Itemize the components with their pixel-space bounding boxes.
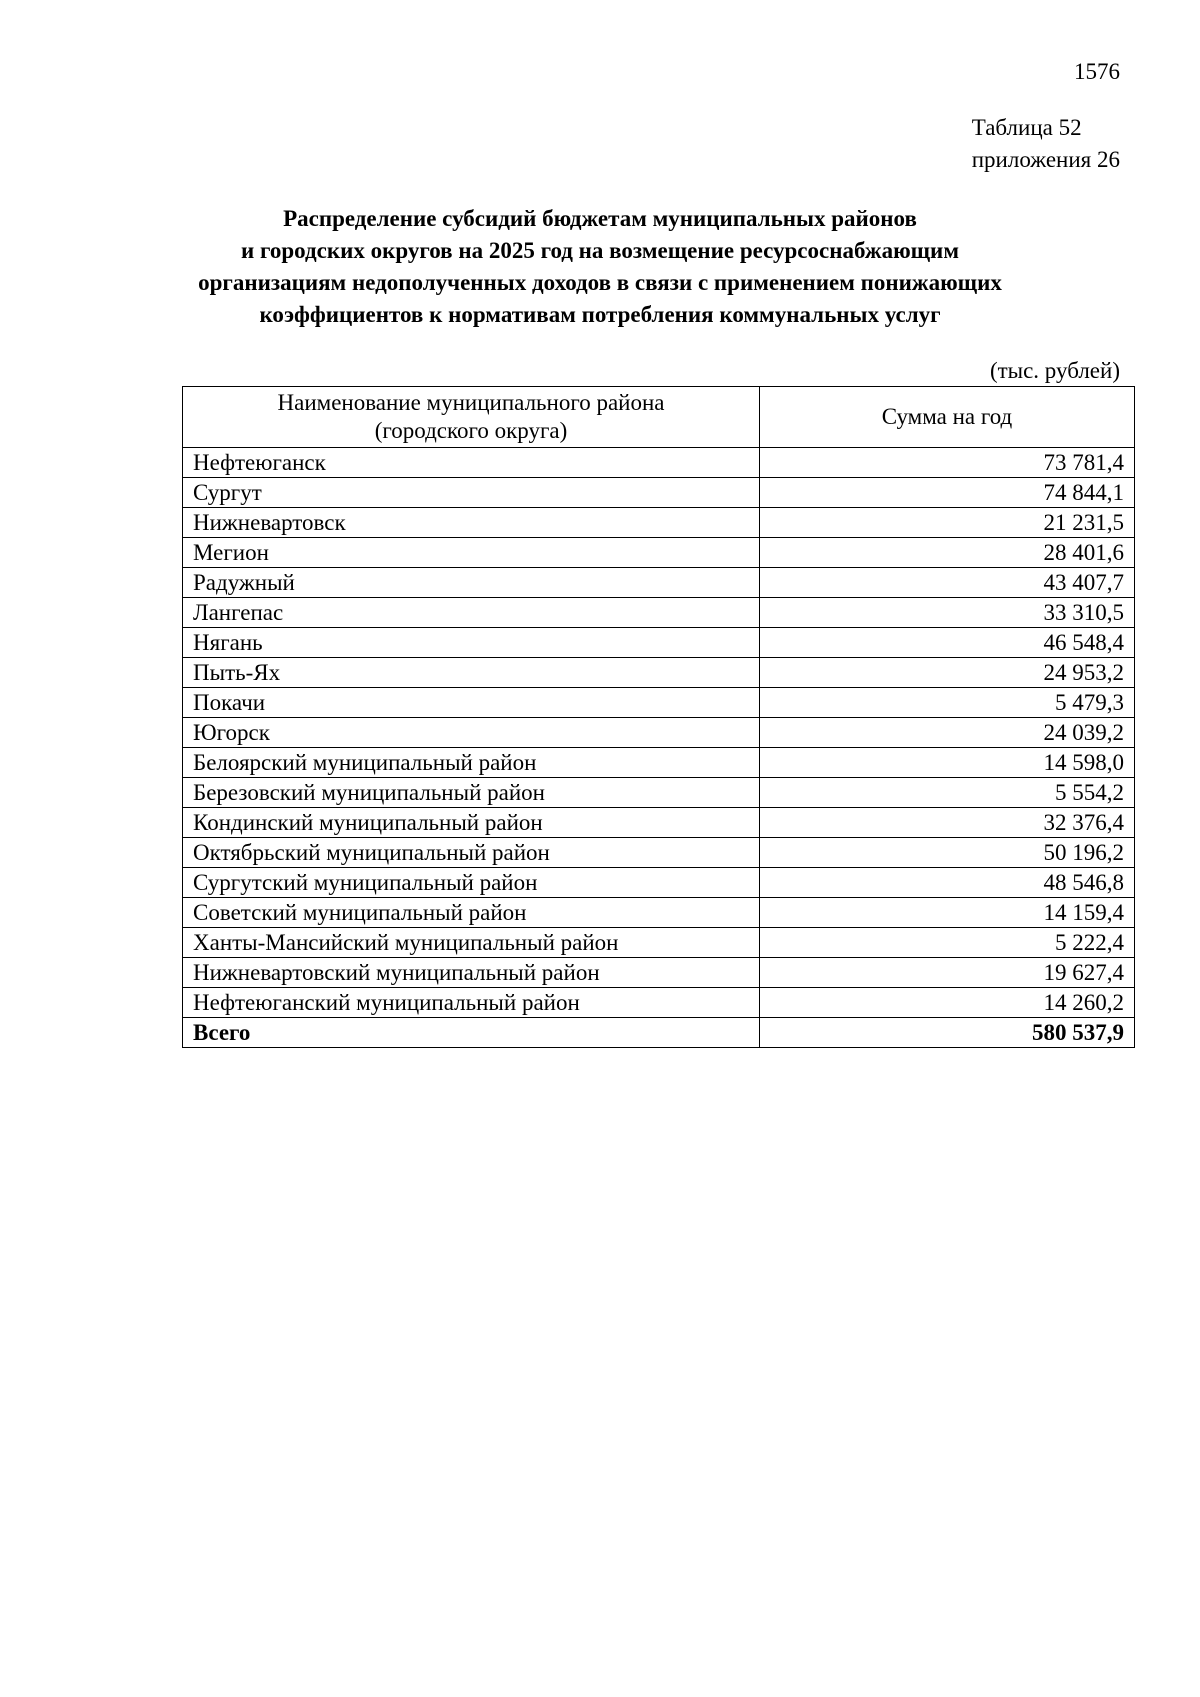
table-reference [972, 112, 1120, 176]
table-number: Таблица 52 [971, 115, 1082, 140]
table-row [183, 748, 1135, 778]
district-name-cell: Мегион [183, 538, 760, 568]
annual-sum-cell: 28 401,6 [760, 538, 1135, 568]
annual-sum-cell: 24 953,2 [760, 658, 1135, 688]
annual-sum-cell: 73 781,4 [760, 448, 1135, 478]
table-row [183, 538, 1135, 568]
annual-sum-cell: 48 546,8 [760, 868, 1135, 898]
district-name-cell: Нижневартовский муниципальный район [183, 958, 760, 988]
district-name-cell: Нефтеюганск [183, 448, 760, 478]
table-row [183, 478, 1135, 508]
document-title [150, 203, 1050, 331]
table-row [183, 508, 1135, 538]
table-row [183, 568, 1135, 598]
district-name-cell: Белоярский муниципальный район [183, 748, 760, 778]
annual-sum-cell: 14 598,0 [760, 748, 1135, 778]
title-line: Распределение субсидий бюджетам муниципальных районов [283, 206, 917, 231]
district-name-cell: Пыть-Ях [183, 658, 760, 688]
table-row [183, 808, 1135, 838]
district-name-cell: Ханты-Мансийский муниципальный район [183, 928, 760, 958]
title-line: коэффициентов к нормативам потребления коммунальных услуг [259, 302, 941, 327]
title-line: организациям недополученных доходов в связи с применением понижающих [198, 270, 1002, 295]
annual-sum-cell: 32 376,4 [760, 808, 1135, 838]
annual-sum-cell: 14 159,4 [760, 898, 1135, 928]
header-name-line: Наименование муниципального района [277, 390, 665, 415]
header-name-line: (городского округа) [374, 418, 568, 443]
total-label-cell: Всего [183, 1018, 760, 1048]
table-row [183, 778, 1135, 808]
district-name-cell: Советский муниципальный район [183, 898, 760, 928]
table-row [183, 688, 1135, 718]
district-name-cell: Кондинский муниципальный район [183, 808, 760, 838]
appendix-number: приложения 26 [971, 147, 1120, 172]
district-name-cell: Сургут [183, 478, 760, 508]
annual-sum-cell: 43 407,7 [760, 568, 1135, 598]
total-row [183, 1018, 1135, 1048]
annual-sum-cell: 5 222,4 [760, 928, 1135, 958]
district-name-cell: Покачи [183, 688, 760, 718]
table-row [183, 718, 1135, 748]
table-row [183, 928, 1135, 958]
district-name-cell: Лангепас [183, 598, 760, 628]
table-row [183, 598, 1135, 628]
table-row [183, 448, 1135, 478]
table-body [183, 448, 1135, 1048]
annual-sum-cell: 21 231,5 [760, 508, 1135, 538]
district-name-cell: Октябрьский муниципальный район [183, 838, 760, 868]
table-row [183, 898, 1135, 928]
header-name [183, 387, 760, 448]
page-number: 1576 [1074, 59, 1120, 84]
annual-sum-cell: 50 196,2 [760, 838, 1135, 868]
annual-sum-cell: 33 310,5 [760, 598, 1135, 628]
table-header-row [183, 387, 1135, 448]
annual-sum-cell: 14 260,2 [760, 988, 1135, 1018]
table-row [183, 958, 1135, 988]
district-name-cell: Нефтеюганский муниципальный район [183, 988, 760, 1018]
table-row [183, 988, 1135, 1018]
district-name-cell: Югорск [183, 718, 760, 748]
district-name-cell: Березовский муниципальный район [183, 778, 760, 808]
district-name-cell: Сургутский муниципальный район [183, 868, 760, 898]
total-sum-cell: 580 537,9 [760, 1018, 1135, 1048]
annual-sum-cell: 46 548,4 [760, 628, 1135, 658]
annual-sum-cell: 19 627,4 [760, 958, 1135, 988]
district-name-cell: Нягань [183, 628, 760, 658]
title-line: и городских округов на 2025 год на возмещение ресурсоснабжающим [241, 238, 959, 263]
annual-sum-cell: 5 554,2 [760, 778, 1135, 808]
annual-sum-cell: 5 479,3 [760, 688, 1135, 718]
table-row [183, 868, 1135, 898]
district-name-cell: Нижневартовск [183, 508, 760, 538]
district-name-cell: Радужный [183, 568, 760, 598]
header-sum: Сумма на год [760, 387, 1135, 448]
subsidy-table [182, 386, 1135, 1048]
units-note: (тыс. рублей) [989, 358, 1120, 383]
annual-sum-cell: 74 844,1 [760, 478, 1135, 508]
table-row [183, 628, 1135, 658]
table-row [183, 658, 1135, 688]
annual-sum-cell: 24 039,2 [760, 718, 1135, 748]
table-row [183, 838, 1135, 868]
